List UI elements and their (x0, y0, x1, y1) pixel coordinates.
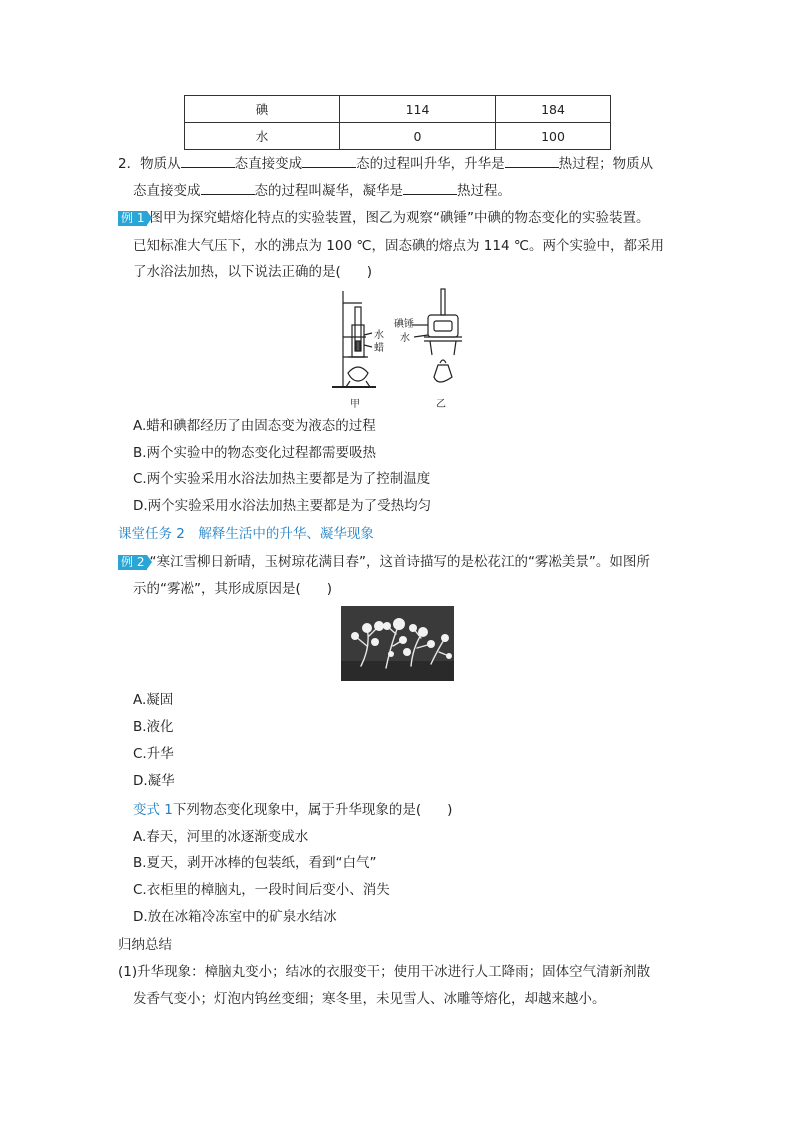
answer-blank[interactable] (302, 153, 356, 168)
example-tag: 例 2 (118, 555, 147, 570)
option[interactable]: D.放在冰箱冷冻室中的矿泉水结冰 (133, 909, 337, 925)
option[interactable]: C.衣柜里的樟脑丸，一段时间后变小、消失 (133, 882, 390, 898)
label-jia: 甲 (350, 399, 360, 410)
summary-title: 归纳总结 (118, 937, 172, 953)
text: “寒江雪柳日新晴，玉树琼花满目春”，这首诗描写的是松花江的“雾凇美景”。如图所 (149, 554, 650, 570)
label-iodine-hammer: 碘锤 (394, 319, 414, 330)
option[interactable]: B.两个实验中的物态变化过程都需要吸热 (133, 445, 377, 461)
text: ) (366, 264, 373, 280)
option[interactable]: A.凝固 (133, 692, 174, 708)
text: 态直接变成 (133, 183, 201, 199)
option[interactable]: D.两个实验采用水浴法加热主要都是为了受热均匀 (133, 498, 432, 514)
text: 热过程。 (457, 183, 511, 199)
table-row (185, 123, 611, 150)
text: 态的过程叫升华，升华是 (356, 156, 505, 172)
option[interactable]: D.凝华 (133, 773, 175, 789)
answer-blank[interactable] (505, 153, 559, 168)
text: 了水浴法加热，以下说法正确的是( (133, 264, 341, 280)
example-tag: 例 1 (118, 211, 147, 226)
summary-line-1: (1)升华现象：樟脑丸变小；结冰的衣服变干；使用干冰进行人工降雨；固体空气清新剂散 (118, 964, 651, 980)
rime-photo (341, 606, 454, 681)
example-1-line-1 (118, 208, 649, 228)
text: ) (447, 802, 453, 818)
answer-blank[interactable] (403, 180, 457, 195)
example-2-line-1 (118, 552, 650, 572)
table-cell: 184 (496, 96, 611, 123)
example-2-line-2 (133, 579, 332, 599)
answer-blank[interactable] (201, 180, 255, 195)
option[interactable]: C.升华 (133, 746, 174, 762)
text: 态的过程叫凝华，凝华是 (254, 183, 403, 199)
answer-blank[interactable] (181, 153, 235, 168)
variant-1-line (133, 800, 452, 820)
table-cell: 114 (340, 96, 496, 123)
table-row (185, 96, 611, 123)
option[interactable]: B.夏天，剥开冰棒的包装纸，看到“白气” (133, 855, 377, 871)
question-2-line-1 (118, 153, 653, 174)
text: 下列物态变化现象中，属于升华现象的是( (172, 802, 422, 818)
label-water-yi: 水 (400, 333, 410, 344)
example-1-line-2: 已知标准大气压下，水的沸点为 100 ℃，固态碘的熔点为 114 ℃。两个实验中，都采用 (133, 238, 665, 254)
example-1-line-3 (133, 262, 372, 282)
table-cell: 100 (496, 123, 611, 150)
option[interactable]: A.蜡和碘都经历了由固态变为液态的过程 (133, 418, 376, 434)
text: 态直接变成 (234, 156, 303, 172)
variant-tag: 变式 1 (133, 802, 173, 818)
melting-boiling-table (184, 95, 611, 150)
text: 热过程；物质从 (558, 156, 654, 172)
summary-line-2: 发香气变小；灯泡内钨丝变细；寒冬里，未见雪人、冰雕等熔化，却越来越小。 (133, 991, 606, 1007)
table-cell: 碘 (185, 96, 340, 123)
label-wax: 蜡 (374, 343, 384, 354)
label-water-jia: 水 (374, 330, 384, 341)
section-heading: 课堂任务 2 解释生活中的升华、凝华现象 (118, 526, 374, 542)
text: 2．物质从 (118, 156, 181, 172)
label-yi: 乙 (436, 399, 446, 410)
option[interactable]: C.两个实验采用水浴法加热主要都是为了控制温度 (133, 471, 431, 487)
text: ) (326, 581, 333, 597)
question-2-line-2 (133, 180, 511, 201)
apparatus-figure (328, 285, 478, 415)
table-cell: 0 (340, 123, 496, 150)
table-cell: 水 (185, 123, 340, 150)
text: 示的“雾凇”，其形成原因是( (133, 581, 301, 597)
option[interactable]: B.液化 (133, 719, 174, 735)
apparatus-jia (332, 291, 376, 387)
apparatus-yi (412, 289, 462, 382)
text: 图甲为探究蜡熔化特点的实验装置，图乙为观察“碘锤”中碘的物态变化的实验装置。 (149, 210, 650, 226)
option[interactable]: A.春天，河里的冰逐渐变成水 (133, 829, 309, 845)
